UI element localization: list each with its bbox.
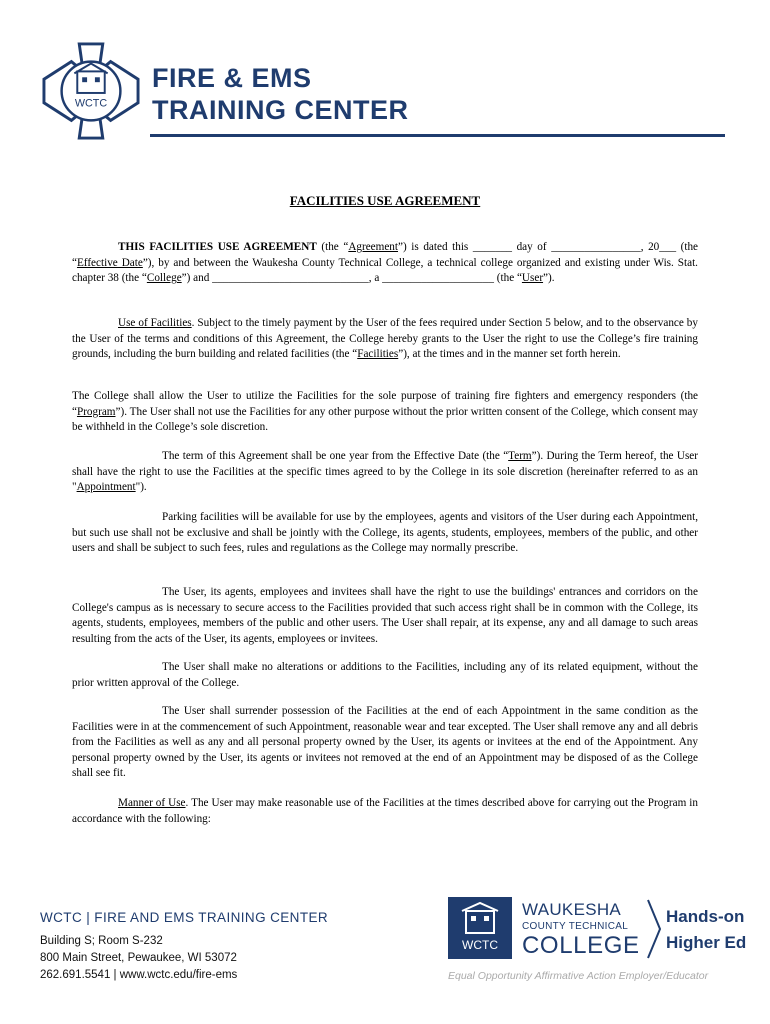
term-paragraph: The term of this Agreement shall be one year from the Effective Date (the “Term”). During the Term hereof, the User shall have the right to use the Facilities at the specific times agreed to by the College in its sole discretion (hereinafter referred to as an "Appointment"). <box>72 450 698 494</box>
defined-term-effective-date: Effective Date <box>76 256 143 269</box>
wctc-logo <box>448 897 512 959</box>
intro-paragraph: THIS FACILITIES USE AGREEMENT (the “Agreement”) is dated this _______ day of ________________, 20___ (the “Effective Date”), by and between the Waukesha County Technical College, a technical college organized and existing under Wis. Stat. chapter 38 (the “College”) and ____________________________, a ____________________ (the “User”). <box>72 241 699 285</box>
wctc-box-text: WCTC <box>462 938 498 952</box>
defined-term-appointment: Appointment <box>76 481 136 494</box>
defined-term-term: Term <box>508 450 532 462</box>
college-name-line2: COUNTY TECHNICAL <box>522 921 629 932</box>
footer-title: WCTC | FIRE AND EMS TRAINING CENTER <box>40 910 329 925</box>
program-paragraph: The College shall allow the User to utilize the Facilities for the sole purpose of training fire fighters and emergency responders (the “Program”). The User shall not use the Facilities for any other purpose without the prior written consent of the College, which consent may be withheld in the College’s sole discretion. <box>72 390 698 434</box>
chevron-right-icon <box>646 898 662 960</box>
header-title-line1: FIRE & EMS <box>152 63 312 93</box>
tagline <box>666 904 746 956</box>
intro-lead: THIS FACILITIES USE AGREEMENT <box>118 241 317 253</box>
defined-term-college: College <box>146 272 182 285</box>
header-title-line2: TRAINING CENTER <box>152 95 409 125</box>
manner-of-use-paragraph: Manner of Use. The User may make reasonable use of the Facilities at the times described above for carrying out the Program in accordance with the following: <box>72 797 698 825</box>
surrender-paragraph: The User shall surrender possession of the Facilities at the end of each Appointment in the same condition as the Facilities were in at the commencement of such Appointment, reasonable wear and tear excepted. The User shall remove any and all debris from the Facilities as well as any and all personal property owned by the User, its agents or invitees at the end of the Appointment. Any personal property owned by the User, its agents or invitees not removed at the end of an Appointment may be disposed of as the College shall see fit. <box>72 705 698 780</box>
college-name-line1: WAUKESHA <box>522 900 622 919</box>
section-heading-manner-of-use: Manner of Use <box>118 797 186 809</box>
defined-term-facilities: Facilities <box>357 348 399 361</box>
maltese-cross-logo <box>42 42 140 140</box>
logo-text: WCTC <box>74 97 108 110</box>
building-icon <box>448 897 512 959</box>
tagline-line2: Higher Ed <box>666 933 747 952</box>
access-paragraph: The User, its agents, employees and invitees shall have the right to use the buildings' entrances and corridors on the College's campus as is necessary to secure access to the Facilities provided that such access right shall be in common with the College, its agents, students, employees, members of the public and other users. The User shall repair, at its expense, any and all damage to such areas resulting from the acts of the User, its agents, employees or invitees. <box>72 586 698 645</box>
header-divider <box>150 134 725 137</box>
footer-contact: 262.691.5541 | www.wctc.edu/fire-ems <box>40 969 238 981</box>
document-title: FACILITIES USE AGREEMENT <box>289 193 481 208</box>
defined-term-program: Program <box>76 405 116 418</box>
defined-term-user: User <box>521 272 544 285</box>
college-name-line3: COLLEGE <box>522 932 640 959</box>
defined-term-agreement: Agreement <box>348 241 399 253</box>
footer-street: 800 Main Street, Pewaukee, WI 53072 <box>40 952 237 964</box>
footer-building: Building S; Room S-232 <box>40 935 163 947</box>
alterations-paragraph: The User shall make no alterations or additions to the Facilities, including any of its related equipment, without the prior written approval of the College. <box>72 661 698 689</box>
section-heading-use-of-facilities: Use of Facilities <box>118 317 192 329</box>
eoe-statement: Equal Opportunity Affirmative Action Employer/Educator <box>448 970 709 982</box>
use-of-facilities-paragraph: Use of Facilities. Subject to the timely payment by the User of the fees required under Section 5 below, and to the observance by the User of the terms and conditions of this Agreement, the College hereby grants to the User the right to use the College’s fire training grounds, including the burn building and related facilities (the “Facilities”), at the times and in the manner set forth herein. <box>72 317 698 361</box>
tagline-line1: Hands-on <box>666 907 745 926</box>
parking-paragraph: Parking facilities will be available for use by the employees, agents and visitors of the User during each Appointment, but such use shall not be exclusive and shall be jointly with the College, its agents, students, employees, members of the public, and other users and shall be subject to such fees, rules and regulations as the College may normally prescribe. <box>72 511 698 555</box>
